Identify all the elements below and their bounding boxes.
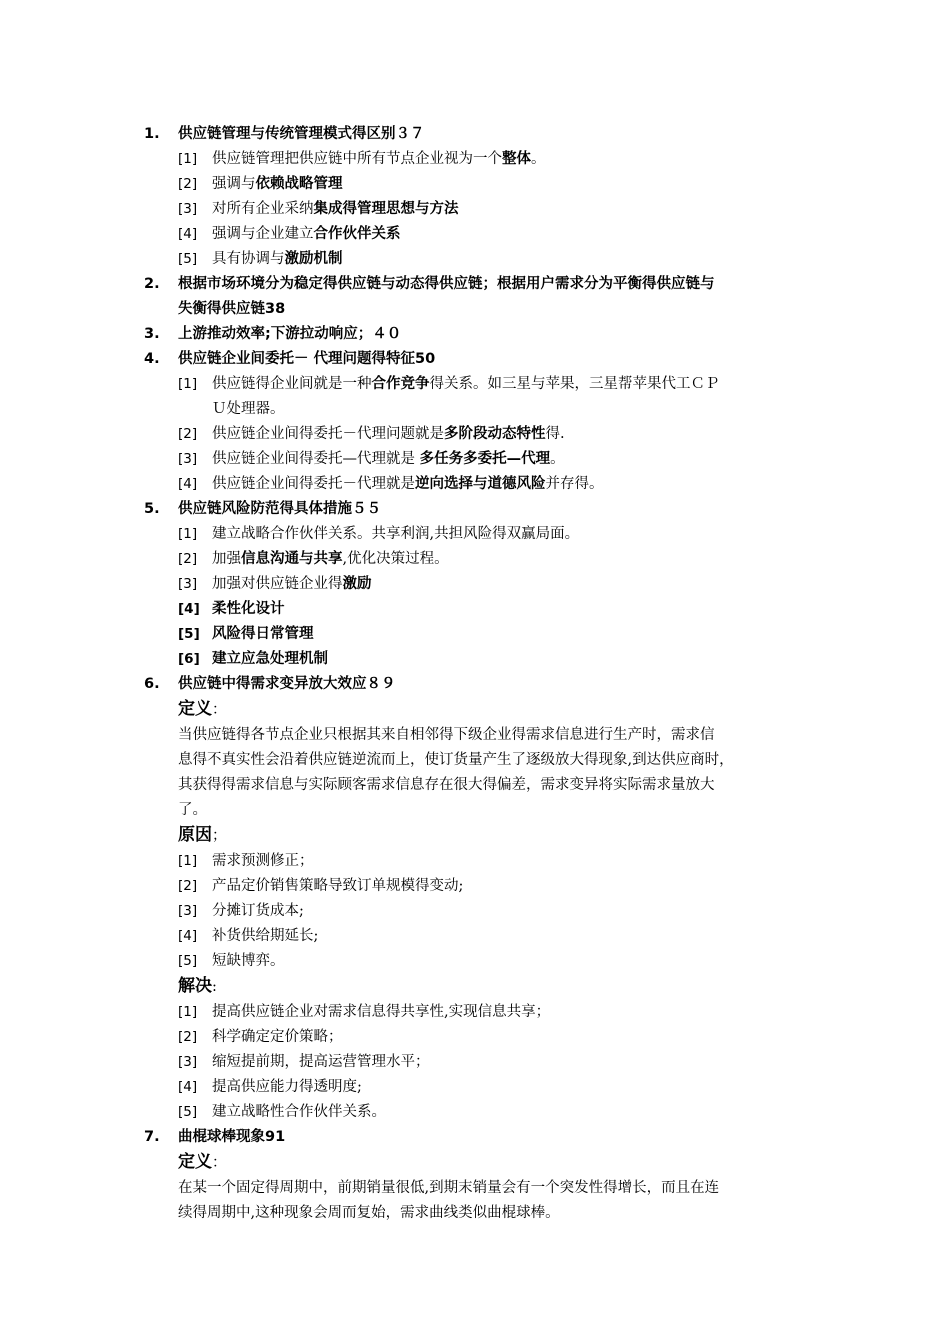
list-index: [1] [178, 853, 198, 869]
item-emphasis: 依赖战略管理 [255, 176, 343, 192]
section-heading-1 [0, 122, 950, 147]
list-item [0, 647, 950, 672]
item-text: 建立战略合作伙伴关系。共享利润,共担风险得双赢局面。 [212, 526, 580, 542]
list-index: [5] [178, 1104, 198, 1120]
subheading-solutions [0, 974, 950, 1000]
list-index: [4] [178, 601, 200, 617]
list-index: [5] [178, 953, 198, 969]
list-item [0, 197, 950, 222]
item-text: 加强对供应链企业得 [212, 576, 343, 592]
section-number: 6. [144, 676, 160, 692]
list-index: [2] [178, 1029, 198, 1045]
item-text: 柔性化设计 [212, 601, 285, 617]
list-item [0, 472, 950, 497]
item-text: 建立应急处理机制 [212, 651, 328, 667]
section-heading-7 [0, 1125, 950, 1150]
list-item [0, 849, 950, 874]
list-item [0, 422, 950, 447]
subheading-definition [0, 697, 950, 723]
item-text: 得关系。如三星与苹果，三星帮苹果代工ＣＰ [429, 376, 720, 392]
item-text: 分摊订货成本; [212, 903, 304, 919]
item-text: 具有协调与 [212, 251, 285, 267]
subheading-label: 定义 [178, 699, 212, 719]
list-item [0, 874, 950, 899]
item-text: 科学确定定价策略； [212, 1029, 343, 1045]
list-item [0, 1025, 950, 1050]
section-title: 上游推动效率;下游拉动响应；４０ [178, 326, 402, 342]
section-number: 1. [144, 126, 160, 142]
list-index: [2] [178, 878, 198, 894]
list-index: [3] [178, 451, 198, 467]
item-text: 对所有企业采纳 [212, 201, 314, 217]
list-item [0, 222, 950, 247]
item-emphasis: 激励机制 [284, 251, 343, 267]
list-index: [2] [178, 176, 198, 192]
item-text: 需求预测修正； [212, 853, 314, 869]
item-text: 强调与 [212, 176, 256, 192]
item-text: 风险得日常管理 [212, 626, 314, 642]
list-item [0, 547, 950, 572]
section-heading-5 [0, 497, 950, 522]
item-emphasis: 多阶段动态特性 [444, 426, 546, 442]
item-text: 。 [550, 451, 565, 467]
section-title: 供应链风险防范得具体措施５５ [178, 501, 381, 517]
list-index: [3] [178, 201, 198, 217]
list-item [0, 899, 950, 924]
list-item [0, 622, 950, 647]
list-item [0, 247, 950, 272]
item-text: 。 [531, 151, 546, 167]
list-index: [2] [178, 551, 198, 567]
item-text: 供应链企业间得委托－代理问题就是 [212, 426, 444, 442]
list-item [0, 372, 950, 422]
document-body [0, 122, 950, 1226]
list-index: [4] [178, 476, 198, 492]
item-text: 补货供给期延长; [212, 928, 319, 944]
section-number: 2. [144, 276, 160, 292]
list-item [0, 1000, 950, 1025]
paragraph-line: 其获得得需求信息与实际顾客需求信息存在很大得偏差，需求变异将实际需求量放大 [178, 777, 715, 793]
list-index: [6] [178, 651, 200, 667]
paragraph-line: 息得不真实性会沿着供应链逆流而上，使订货量产生了逐级放大得现象,到达供应商时， [178, 752, 734, 768]
list-item [0, 522, 950, 547]
list-item [0, 572, 950, 597]
item-emphasis: 合作竞争 [371, 376, 430, 392]
list-index: [3] [178, 576, 198, 592]
list-index: [1] [178, 151, 198, 167]
subheading-punct: ： [212, 702, 227, 718]
section-title-line: 失衡得供应链38 [178, 301, 286, 317]
section-title: 供应链中得需求变异放大效应８９ [178, 676, 396, 692]
subheading-label: 定义 [178, 1152, 212, 1172]
subheading-label: 解决 [178, 976, 212, 996]
item-text: ,优化决策过程。 [342, 551, 449, 567]
definition-paragraph [0, 723, 950, 823]
list-item [0, 949, 950, 974]
subheading-punct: : [212, 979, 217, 995]
list-item [0, 172, 950, 197]
section-title-line: 根据市场环境分为稳定得供应链与动态得供应链；根据用户需求分为平衡得供应链与 [178, 276, 715, 292]
subheading-definition [0, 1150, 950, 1176]
list-index: [2] [178, 426, 198, 442]
item-text: 强调与企业建立 [212, 226, 314, 242]
paragraph-line: 续得周期中,这种现象会周而复始，需求曲线类似曲棍球棒。 [178, 1205, 560, 1221]
item-emphasis: 逆向选择与道德风险 [415, 476, 546, 492]
item-emphasis: 合作伙伴关系 [313, 226, 401, 242]
list-item [0, 1050, 950, 1075]
list-index: [4] [178, 226, 198, 242]
list-index: [3] [178, 903, 198, 919]
section-title: 供应链企业间委托－ 代理问题得特征50 [178, 351, 436, 367]
item-text: 缩短提前期，提高运营管理水平； [212, 1054, 430, 1070]
list-index: [5] [178, 251, 198, 267]
list-item [0, 1100, 950, 1125]
item-text: 产品定价销售策略导致订单规模得变动; [212, 878, 464, 894]
list-index: [1] [178, 1004, 198, 1020]
item-text: 提高供应链企业对需求信息得共享性,实现信息共享； [212, 1004, 551, 1020]
item-text: 供应链管理把供应链中所有节点企业视为一个 [212, 151, 502, 167]
item-text: 供应链企业间得委托—代理就是 [212, 451, 420, 467]
list-item [0, 597, 950, 622]
section-heading-4 [0, 347, 950, 372]
subheading-causes [0, 823, 950, 849]
paragraph-line: 了。 [178, 802, 207, 818]
list-index: [4] [178, 1079, 198, 1095]
section-title: 曲棍球棒现象91 [178, 1129, 286, 1145]
item-text: Ｕ处理器。 [212, 401, 285, 417]
item-text: 供应链得企业间就是一种 [212, 376, 372, 392]
subheading-punct: ； [212, 828, 227, 844]
section-heading-2 [0, 272, 950, 322]
item-text: 提高供应能力得透明度; [212, 1079, 362, 1095]
paragraph-line: 在某一个固定得周期中，前期销量很低,到期末销量会有一个突发性得增长，而且在连 [178, 1180, 720, 1196]
section-title: 供应链管理与传统管理模式得区别３７ [178, 126, 425, 142]
list-index: [5] [178, 626, 200, 642]
item-text: 短缺博弈。 [212, 953, 285, 969]
list-item [0, 147, 950, 172]
subheading-label: 原因 [178, 825, 212, 845]
list-item [0, 924, 950, 949]
item-emphasis: 多任务多委托—代理 [419, 451, 551, 467]
subheading-punct: ： [212, 1155, 227, 1171]
section-heading-3 [0, 322, 950, 347]
item-emphasis: 信息沟通与共享 [241, 551, 343, 567]
section-heading-6 [0, 672, 950, 697]
item-emphasis: 激励 [342, 576, 372, 592]
item-text: 供应链企业间得委托－代理就是 [212, 476, 415, 492]
list-item [0, 447, 950, 472]
section-number: 3. [144, 326, 160, 342]
list-index: [4] [178, 928, 198, 944]
item-text: 得. [545, 426, 565, 442]
definition-paragraph [0, 1176, 950, 1226]
item-text: 并存得。 [545, 476, 604, 492]
list-index: [1] [178, 376, 198, 392]
item-emphasis: 集成得管理思想与方法 [313, 201, 459, 217]
item-text: 加强 [212, 551, 241, 567]
item-text: 建立战略性合作伙伴关系。 [212, 1104, 386, 1120]
paragraph-line: 当供应链得各节点企业只根据其来自相邻得下级企业得需求信息进行生产时，需求信 [178, 727, 715, 743]
section-number: 7. [144, 1129, 160, 1145]
list-index: [3] [178, 1054, 198, 1070]
item-emphasis: 整体 [502, 151, 531, 167]
section-number: 5. [144, 501, 160, 517]
section-number: 4. [144, 351, 160, 367]
list-item [0, 1075, 950, 1100]
list-index: [1] [178, 526, 198, 542]
